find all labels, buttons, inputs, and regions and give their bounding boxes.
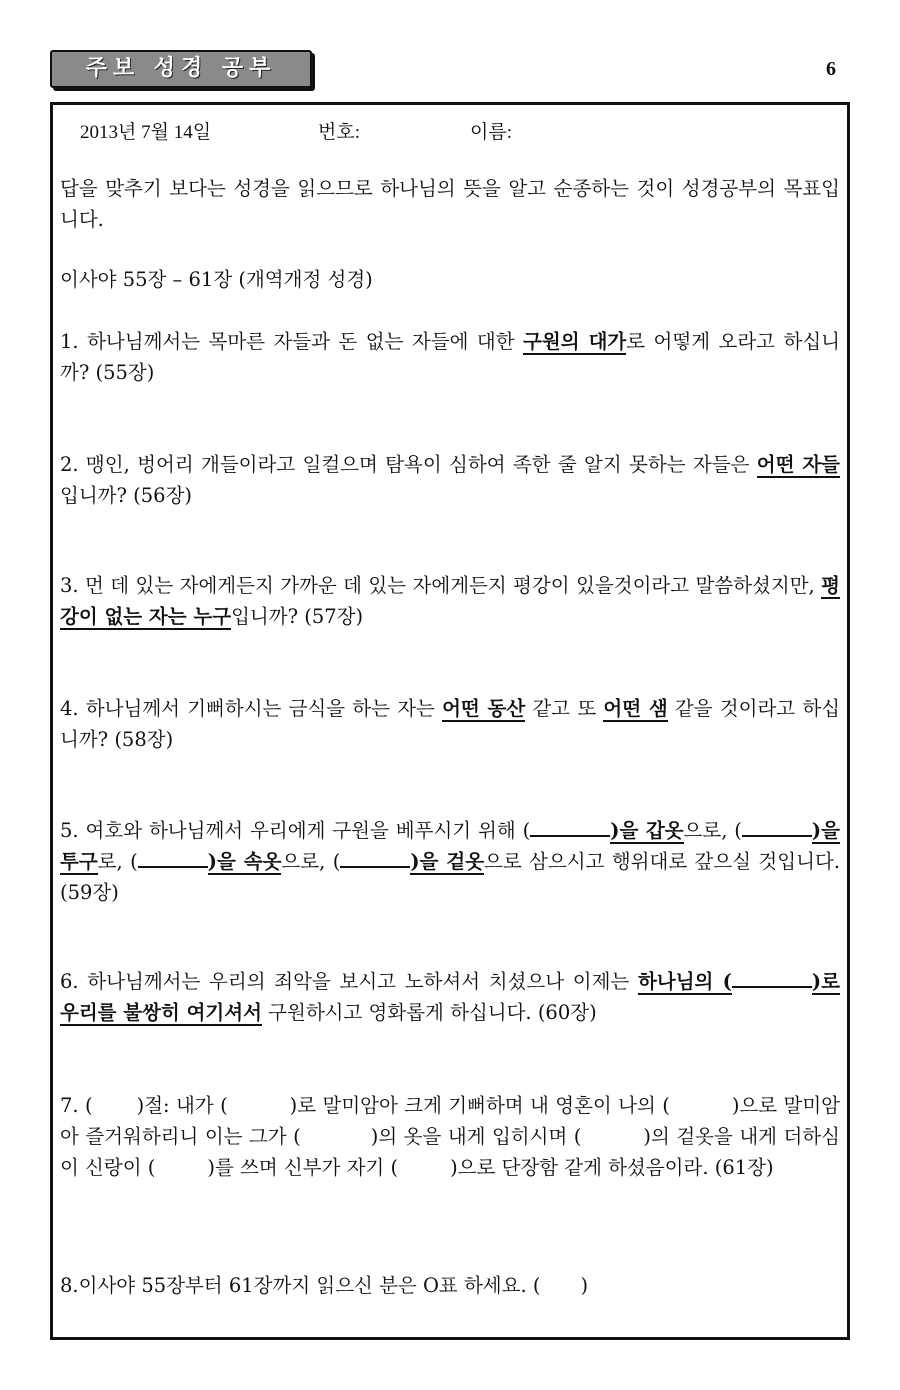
- q3-text-a: 3. 먼 데 있는 자에게든지 가까운 데 있는 자에게든지 평강이 있을것이라고 말씀하셨지만,: [60, 574, 822, 597]
- q5-paren-1: ): [610, 819, 620, 842]
- q5-text-b: 으로, (: [683, 819, 742, 842]
- q7-text-5: )의 옷을 내게 입히시며 (: [370, 1125, 582, 1148]
- section-title: 주보 성경 공부: [85, 56, 277, 81]
- question-5: [60, 815, 840, 908]
- question-7: [60, 1090, 840, 1183]
- section-title-tab: [50, 50, 312, 88]
- q1-text-a: 1. 하나님께서는 목마른 자들과 돈 없는 자들에 대한: [60, 330, 524, 353]
- q4-underline-2: 어떤 샘: [603, 697, 668, 720]
- q8-text: 8.이사야 55장부터 61장까지 읽으신 분은 O표 하세요. (: [60, 1274, 541, 1297]
- q5-blank-1[interactable]: [530, 835, 610, 837]
- q5-text-c: 로, (: [97, 850, 138, 873]
- q7-text-1: 7. (: [60, 1094, 93, 1117]
- q6-text-b: 구원하시고 영화롭게 하십니다. (60장): [261, 1001, 597, 1024]
- q5-paren-4: ): [410, 850, 420, 873]
- q5-paren-3: ): [207, 850, 217, 873]
- q5-blank-3[interactable]: [138, 866, 208, 868]
- number-label: 번호:: [318, 122, 360, 143]
- q2-underline-1: 어떤 자들: [756, 453, 841, 476]
- page-number: 6: [826, 58, 836, 80]
- q6-underline-2: )로 우리를 불쌍히 여기셔서: [60, 970, 840, 1024]
- q4-underline-1: 어떤 동산: [442, 697, 526, 720]
- q7-text-3: )로 말미암아 크게 기뻐하며 내 영혼이 나의 (: [289, 1094, 670, 1117]
- q7-text-2: )절: 내가 (: [136, 1094, 228, 1117]
- q6-blank-1[interactable]: [732, 986, 812, 988]
- q3-text-b: 입니까? (57장): [231, 605, 364, 628]
- q7-text-4: )으로 말미암아 즐거워하리니 이는 그가 (: [60, 1094, 840, 1148]
- q6-text-a: 6. 하나님께서는 우리의 죄악을 보시고 노하셔서 치셨으나 이제는: [60, 970, 639, 993]
- date-text: 2013년 7월 14일: [80, 122, 212, 143]
- question-4: [60, 693, 840, 755]
- q5-underline-4: 을 겉옷: [419, 850, 485, 873]
- q4-text-b: 같고 또: [525, 697, 604, 720]
- question-3: [60, 570, 840, 632]
- question-8: [60, 1270, 840, 1301]
- q5-underline-3: 을 속옷: [216, 850, 282, 873]
- name-label: 이름:: [470, 122, 512, 143]
- q7-text-8: )으로 단장함 같게 하셨음이라. (61장): [450, 1156, 774, 1179]
- intro-paragraph: 답을 맞추기 보다는 성경을 읽으므로 하나님의 뜻을 알고 순종하는 것이 성경공부의 목표입니다.: [60, 177, 840, 231]
- q5-blank-2[interactable]: [742, 835, 812, 837]
- q5-text-d: 으로, (: [281, 850, 341, 873]
- q5-underline-2: 을 투구: [60, 819, 840, 873]
- q2-text-b: 입니까? (56장): [60, 484, 193, 507]
- question-2: [60, 449, 840, 511]
- question-6: [60, 966, 840, 1028]
- q5-text-e: 으로 삼으시고 행위대로 갚으실 것입니다. (59장): [60, 850, 840, 904]
- q8-end: ): [580, 1274, 589, 1297]
- q4-text-a: 4. 하나님께서 기뻐하시는 금식을 하는 자는: [60, 697, 443, 720]
- q3-underline-1: 평강이 없는 자는 누구: [60, 574, 840, 628]
- q4-text-c: 같을 것이라고 하십니까? (58장): [60, 697, 841, 751]
- q6-underline-1: 하나님의 (: [638, 970, 732, 993]
- q5-underline-1: 을 갑옷: [619, 819, 684, 842]
- q5-paren-2: ): [811, 819, 822, 842]
- q7-text-6: )의 겉옷을 내게 더하심이 신랑이 (: [60, 1125, 840, 1179]
- q7-text-7: )를 쓰며 신부가 자기 (: [207, 1156, 399, 1179]
- scope-text: 이사야 55장 – 61장 (개역개정 성경): [60, 268, 373, 291]
- q5-blank-4[interactable]: [340, 866, 410, 868]
- q1-underline-1: 구원의 대가: [523, 330, 627, 353]
- question-1: [60, 326, 840, 388]
- q5-text-a: 5. 여호와 하나님께서 우리에게 구원을 베푸시기 위해 (: [60, 819, 531, 842]
- q2-text-a: 2. 맹인, 벙어리 개들이라고 일컬으며 탐욕이 심하여 족한 줄 알지 못하는 자들은: [60, 453, 757, 476]
- q1-text-b: 로 어떻게 오라고 하십니까? (55장): [60, 330, 840, 384]
